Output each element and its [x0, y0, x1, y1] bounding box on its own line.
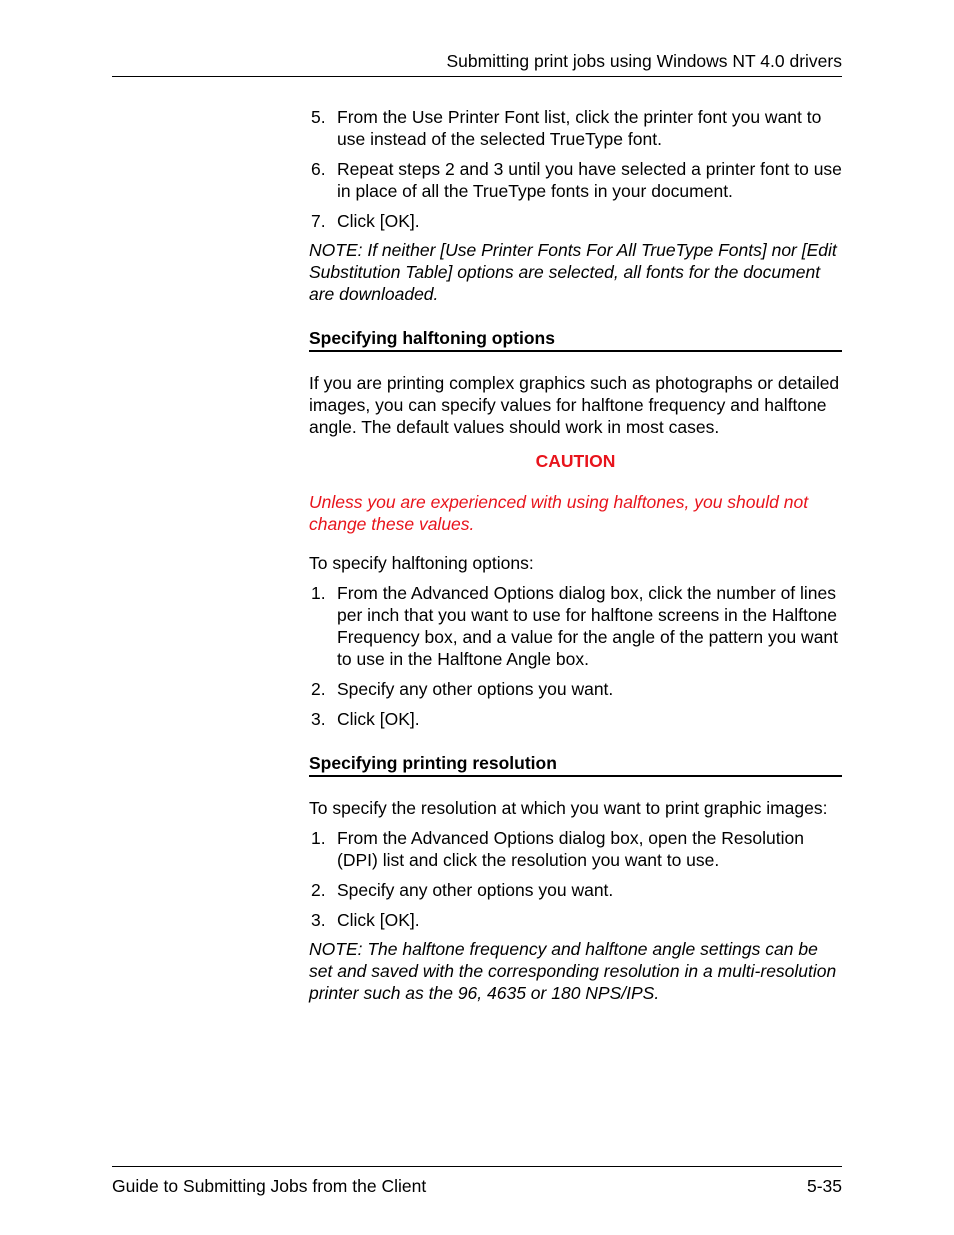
- step-list-fonts: [309, 106, 842, 232]
- step-number: 3.: [311, 910, 326, 930]
- section-heading-resolution: Specifying printing resolution: [309, 752, 842, 777]
- list-item: [309, 106, 842, 150]
- list-item: [309, 827, 842, 871]
- step-text: Specify any other options you want.: [337, 679, 614, 699]
- caution-text: Unless you are experienced with using halftones, you should not change these values.: [309, 492, 809, 534]
- step-text: Repeat steps 2 and 3 until you have selected a printer font to use in place of all the TrueType fonts in your document.: [337, 159, 842, 201]
- section-heading-halftone: Specifying halftoning options: [309, 327, 842, 352]
- note-resolution: NOTE: The halftone frequency and halftone angle settings can be set and saved with the corresponding resolution in a multi-resolution printer such as the 96, 4635 or 180 NPS/IPS.: [309, 939, 837, 1003]
- list-item: [309, 678, 842, 700]
- paragraph-halftone-lead: To specify halftoning options:: [309, 553, 534, 573]
- note-fonts: NOTE: If neither [Use Printer Fonts For All TrueType Fonts] nor [Edit Substitution Table] options are selected, all fonts for the document are downloaded.: [309, 240, 837, 304]
- header-rule: [112, 76, 842, 77]
- step-text: Click [OK].: [337, 709, 420, 729]
- step-list-halftone: [309, 582, 842, 730]
- list-item: [309, 708, 842, 730]
- step-number: 5.: [311, 107, 326, 127]
- list-item: [309, 879, 842, 901]
- list-item: [309, 158, 842, 202]
- step-list-resolution: [309, 827, 842, 931]
- step-number: 7.: [311, 211, 326, 231]
- step-text: From the Advanced Options dialog box, click the number of lines per inch that you want to use for halftone screens in the Halftone Frequency box, and a value for the angle of the pattern you want to use in the Halftone Angle box.: [337, 583, 839, 669]
- page-number: 5-35: [806, 1176, 842, 1196]
- paragraph-halftone-intro: If you are printing complex graphics such as photographs or detailed images, you can specify values for halftone frequency and halftone angle. The default values should work in most cases.: [309, 373, 840, 437]
- step-text: From the Use Printer Font list, click the printer font you want to use instead of the selected TrueType font.: [337, 107, 822, 149]
- step-text: From the Advanced Options dialog box, open the Resolution (DPI) list and click the resolution you want to use.: [337, 828, 804, 870]
- step-number: 2.: [311, 880, 326, 900]
- list-item: [309, 582, 842, 670]
- list-item: [309, 210, 842, 232]
- step-number: 2.: [311, 679, 326, 699]
- step-text: Specify any other options you want.: [337, 880, 614, 900]
- step-number: 3.: [311, 709, 326, 729]
- step-number: 1.: [311, 828, 326, 848]
- footer-title: Guide to Submitting Jobs from the Client: [112, 1176, 427, 1196]
- paragraph-resolution-intro: To specify the resolution at which you want to print graphic images:: [309, 798, 828, 818]
- step-text: Click [OK].: [337, 211, 420, 231]
- list-item: [309, 909, 842, 931]
- page-content: [309, 106, 842, 1004]
- running-header: Submitting print jobs using Windows NT 4.0 drivers: [446, 51, 842, 71]
- caution-title: CAUTION: [535, 451, 616, 471]
- step-text: Click [OK].: [337, 910, 420, 930]
- step-number: 1.: [311, 583, 326, 603]
- footer-rule: [112, 1166, 842, 1167]
- step-number: 6.: [311, 159, 326, 179]
